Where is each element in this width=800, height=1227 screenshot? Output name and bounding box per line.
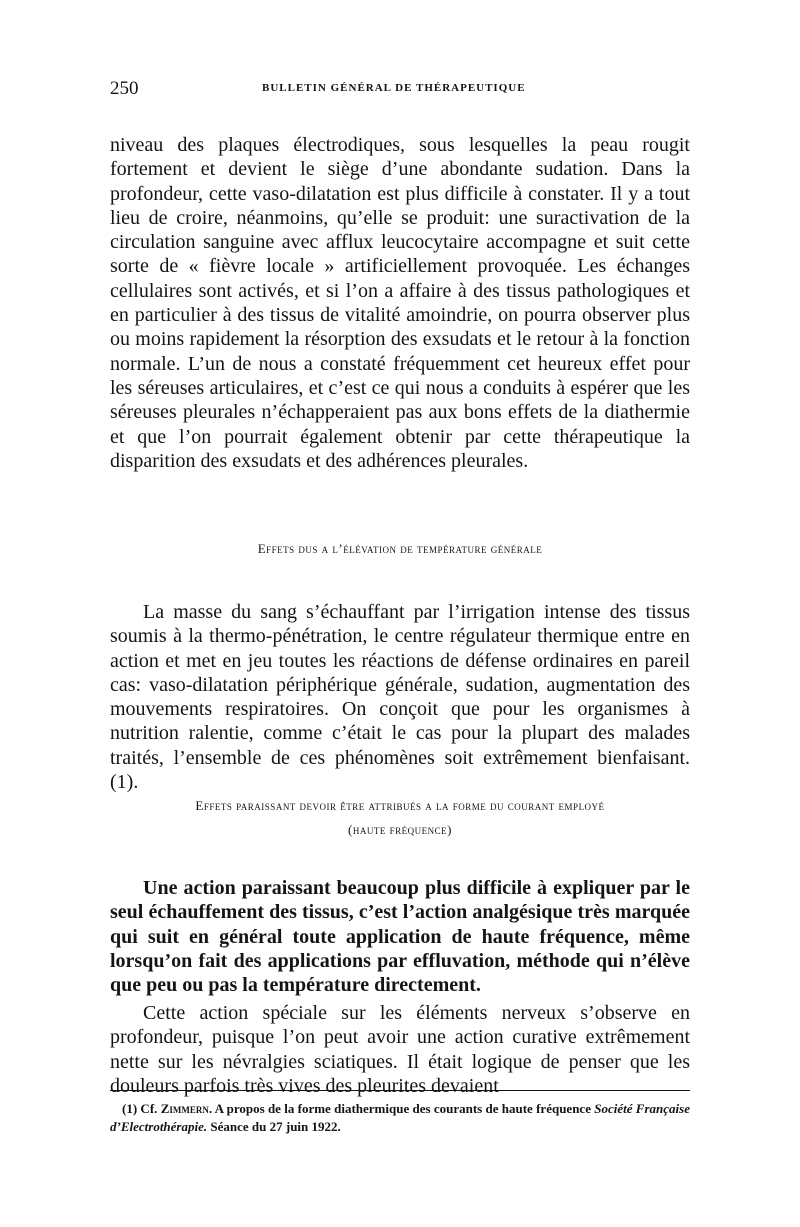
running-head: BULLETIN GÉNÉRAL DE THÉRAPEUTIQUE [262,82,526,94]
section-heading-general-temperature: Effets dus a l’élévation de température générale [257,541,543,556]
paragraph-3: Une action paraissant beaucoup plus difficile à expliquer par le seul échauffement des tissus, c’est l’action analgésique très marquée qui suit en général toute application de haute fréquence, même lorsqu’on fait des applications par effluvation, méthode qui n’élève que peu ou pas la température directement. [110,877,690,997]
paragraph-2: La masse du sang s’échauffant par l’irrigation intense des tissus soumis à la thermo-pénétration, le centre régulateur thermique entre en action et met en jeu toutes les réactions de défense ordinaires en pareil cas: vaso-dilatation périphérique générale, sudation, augmentation des mouvements respiratoires. On conçoit que pour les organismes à nutrition ralentie, comme c’était le cas pour la plupart des malades traités, l’ensemble de ces phénomènes soit extrêmement bienfaisant. (1). [110,601,690,794]
footnote-number: (1) Cf. [122,1101,158,1116]
section-heading-line-2: (haute fréquence) [348,822,452,837]
paragraph-1: niveau des plaques électrodiques, sous lesquelles la peau rougit fortement et devient le siège d’une abondante sudation. Dans la profondeur, cette vaso-dilatation est plus difficile à constater. Il y a tout lieu de croire, néanmoins, qu’elle se produit: une suractivation de la circulation sanguine avec afflux leucocytaire accompagne et suit cette sorte de « fièvre locale » artificiellement provoquée. Les échanges cellulaires sont activés, et si l’on a affaire à des tissus pathologiques et en particulier à des tissus de vitalité amoindrie, on pourra observer plus ou moins rapidement la résorption des exsudats et le retour à la fonction normale. L’un de nous a constaté fréquemment cet heureux effet pour les séreuses articulaires, et c’est ce qui nous a conduits à espérer que les séreuses pleurales n’échapperaient pas aux bons effets de la diathermie et que l’on pourrait également obtenir par cette thérapeutique la disparition des exsudats et des adhérences pleurales. [110,134,690,472]
footnote-date: Séance du 27 juin 1922. [210,1119,341,1134]
footnote-author: Zimmern. [160,1101,213,1116]
footnote-journal: Société Française d’Electrothérapie. [110,1101,690,1134]
section-heading-current-form [110,794,690,842]
paragraph-4: Cette action spéciale sur les éléments nerveux s’observe en profondeur, puisque l’on peut avoir une action curative extrêmement nette sur les névralgies sciatiques. Il était logique de penser que les douleurs parfois très vives des pleurites devaient [110,1002,690,1097]
page-number: 250 [110,78,139,99]
footnote-text: A propos de la forme diathermique des courants de haute fréquence [214,1101,591,1116]
footnote [110,1100,690,1136]
section-heading-line-1: Effets paraissant devoir être attribués a la forme du courant employé [195,798,605,813]
footnote-divider [110,1090,690,1091]
page-header [110,78,690,100]
